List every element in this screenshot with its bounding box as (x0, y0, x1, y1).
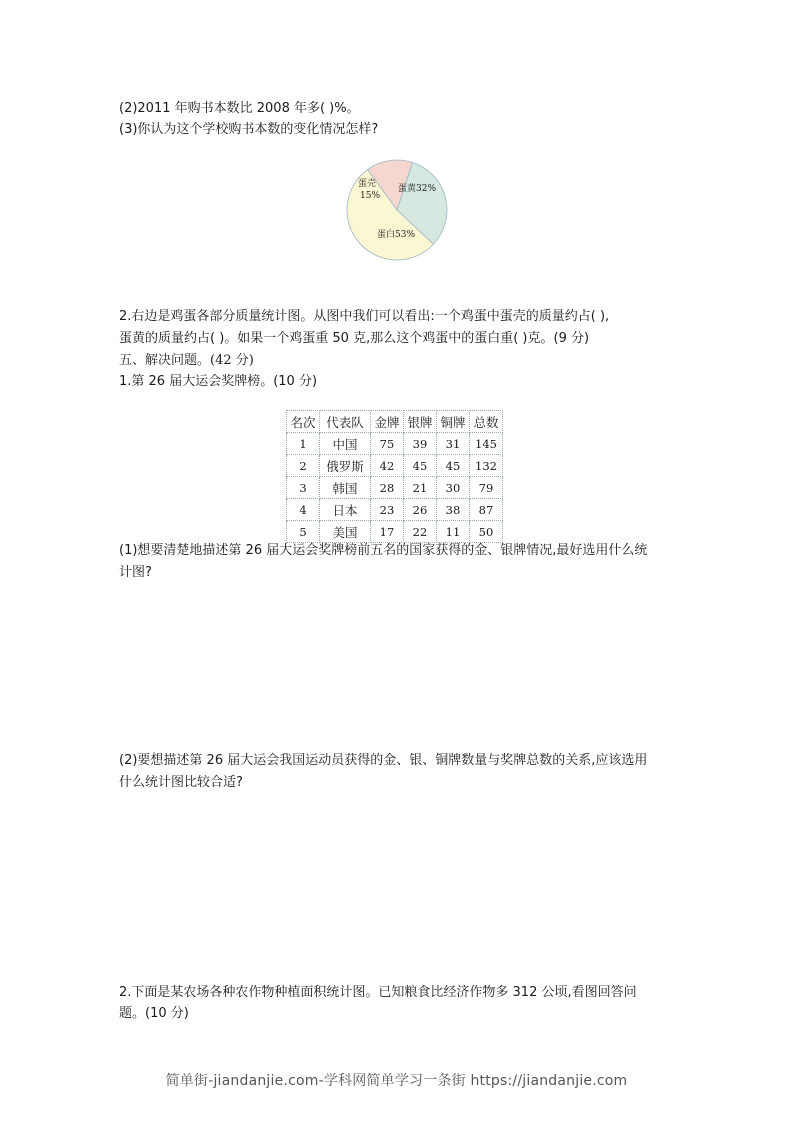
gold-cell: 17 (371, 521, 404, 543)
bronze-cell: 45 (437, 455, 470, 477)
header-gold: 金牌 (371, 411, 404, 433)
table-row (287, 499, 503, 521)
question-2-part-2: (2)2011 年购书本数比 2008 年多( )%。 (119, 101, 360, 116)
header-team: 代表队 (320, 411, 371, 433)
pie-label-yolk: 蛋黄32% (398, 184, 437, 194)
header-silver: 银牌 (404, 411, 437, 433)
gold-cell: 75 (371, 433, 404, 455)
table-row (287, 455, 503, 477)
bronze-cell: 38 (437, 499, 470, 521)
question-5-1-1-line-2: 计图? (119, 565, 152, 580)
table-row (287, 477, 503, 499)
total-cell: 79 (470, 477, 503, 499)
silver-cell: 22 (404, 521, 437, 543)
gold-cell: 23 (371, 499, 404, 521)
question-2-part-3: (3)你认为这个学校购书本数的变化情况怎样? (119, 122, 379, 137)
table-row (287, 433, 503, 455)
rank-cell: 5 (287, 521, 320, 543)
question-5-1-2-line-1: (2)要想描述第 26 届大运会我国运动员获得的金、银、铜牌数量与奖牌总数的关系,应该选用 (119, 753, 648, 768)
team-cell: 日本 (320, 499, 371, 521)
header-total: 总数 (470, 411, 503, 433)
egg-mass-pie-chart (342, 155, 452, 265)
medal-table (286, 410, 503, 543)
bronze-cell: 30 (437, 477, 470, 499)
team-cell: 美国 (320, 521, 371, 543)
total-cell: 50 (470, 521, 503, 543)
rank-cell: 4 (287, 499, 320, 521)
page-footer-watermark: 简单街-jiandanjie.com-学科网简单学习一条街 https://jiandanjie.com (165, 1073, 628, 1089)
question-5-1: 1.第 26 届大运会奖牌榜。(10 分) (119, 374, 318, 389)
silver-cell: 39 (404, 433, 437, 455)
gold-cell: 42 (371, 455, 404, 477)
team-cell: 韩国 (320, 477, 371, 499)
header-bronze: 铜牌 (437, 411, 470, 433)
bronze-cell: 31 (437, 433, 470, 455)
question-5-2-line-1: 2.下面是某农场各种农作物种植面积统计图。已知粮食比经济作物多 312 公顷,看图回答问 (119, 985, 637, 1000)
question-4-2-line-1: 2.右边是鸡蛋各部分质量统计图。从图中我们可以看出:一个鸡蛋中蛋壳的质量约占( ), (119, 309, 610, 324)
question-4-2-line-2: 蛋黄的质量约占( )。如果一个鸡蛋重 50 克,那么这个鸡蛋中的蛋白重( )克。(9 分) (119, 331, 590, 346)
pie-label-white: 蛋白53% (377, 230, 416, 240)
team-cell: 俄罗斯 (320, 455, 371, 477)
medal-table-header-row (287, 411, 503, 433)
rank-cell: 1 (287, 433, 320, 455)
silver-cell: 26 (404, 499, 437, 521)
team-cell: 中国 (320, 433, 371, 455)
rank-cell: 3 (287, 477, 320, 499)
bronze-cell: 11 (437, 521, 470, 543)
total-cell: 87 (470, 499, 503, 521)
rank-cell: 2 (287, 455, 320, 477)
silver-cell: 45 (404, 455, 437, 477)
question-5-1-1-line-1: (1)想要清楚地描述第 26 届大运会奖牌榜前五名的国家获得的金、银牌情况,最好选用什么统 (119, 543, 648, 558)
section-5-heading: 五、解决问题。(42 分) (119, 353, 254, 368)
pie-label-shell-percent: 15% (360, 191, 381, 201)
question-5-1-2-line-2: 什么统计图比较合适? (119, 775, 243, 790)
total-cell: 145 (470, 433, 503, 455)
gold-cell: 28 (371, 477, 404, 499)
pie-label-shell-name: 蛋壳 (358, 179, 377, 189)
total-cell: 132 (470, 455, 503, 477)
question-5-2-line-2: 题。(10 分) (119, 1006, 189, 1021)
silver-cell: 21 (404, 477, 437, 499)
header-rank: 名次 (287, 411, 320, 433)
